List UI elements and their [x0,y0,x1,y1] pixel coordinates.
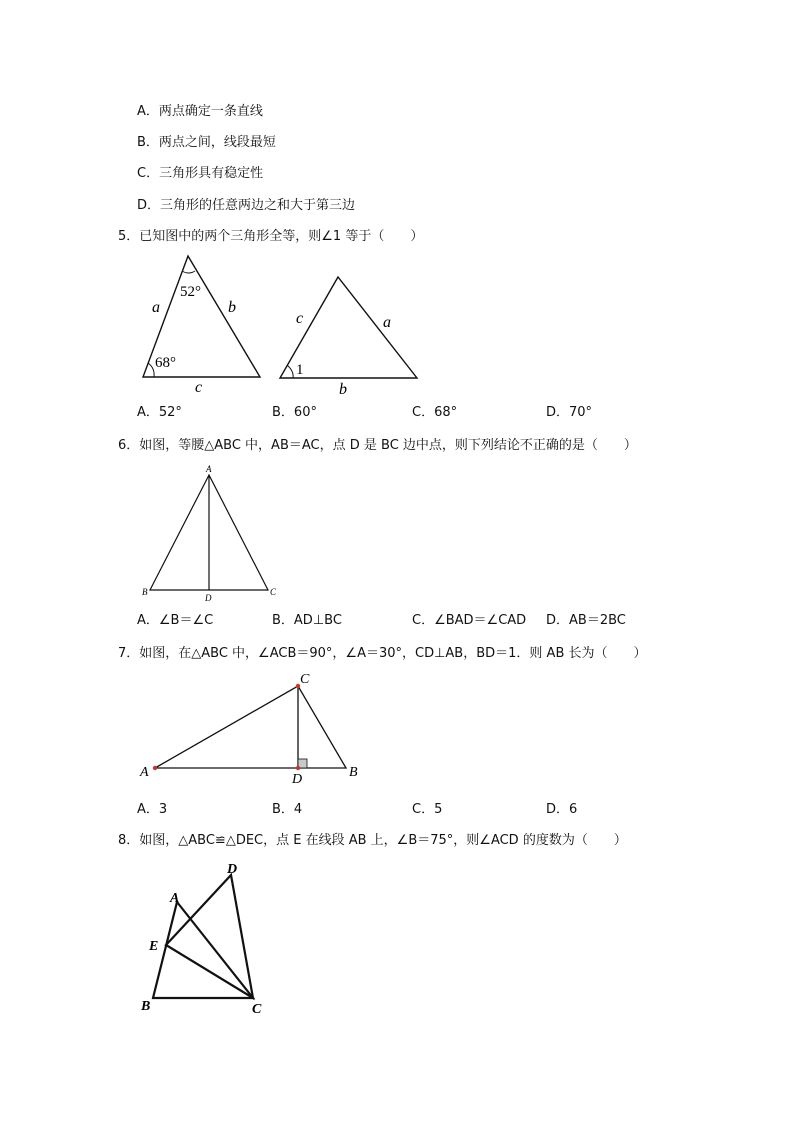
q7-label-a: A [140,765,149,780]
q8-label-d: D [227,862,238,877]
q7-option-a: A．3 [137,802,168,817]
q7-point-a [153,766,157,770]
q6-label-c: C [270,587,277,597]
q7-point-d [296,766,300,770]
q7-triangle [155,686,346,768]
q7-label-b: B [349,765,358,780]
q5-left-bottom-angle-arc [148,363,154,377]
q8-label-b: B [141,999,151,1014]
q7-label-c: C [300,672,310,687]
q5-left-top-angle-arc [182,271,195,273]
q7-figure [135,668,370,788]
q6-stem: 6．如图，等腰△ABC 中，AB＝AC，点 D 是 BC 边中点，则下列结论不正确的是（ ） [118,438,637,453]
q8-label-e: E [149,939,159,954]
q5-left-side-b: b [228,299,236,316]
q8-label-a: A [170,891,180,906]
q7-stem: 7．如图，在△ABC 中，∠ACB＝90°，∠A＝30°，CD⊥AB，BD＝1．则 AB 长为（ ） [118,646,647,661]
q6-option-d: D．AB＝2BC [546,613,626,628]
q5-left-bottom-angle: 68° [155,355,176,371]
q4-option-a: A．两点确定一条直线 [137,104,263,119]
q5-option-d: D．70° [546,405,593,420]
q4-option-d: D．三角形的任意两边之和大于第三边 [137,198,356,213]
q5-option-b: B．60° [272,405,317,420]
q8-stem: 8．如图，△ABC≌△DEC，点 E 在线段 AB 上，∠B＝75°，则∠ACD 的度数为（ ） [118,833,627,848]
q8-label-c: C [252,1002,262,1017]
q5-right-angle-1: 1 [296,362,304,378]
q5-left-side-c: c [195,379,203,396]
q4-option-b: B．两点之间，线段最短 [137,135,276,150]
q5-right-angle-arc [287,365,293,378]
q5-stem: 5．已知图中的两个三角形全等，则∠1 等于（ ） [118,229,424,244]
q5-figure-right [270,270,425,400]
q6-figure [140,462,280,602]
q6-option-c: C．∠BAD＝∠CAD [412,613,527,628]
q5-left-side-a: a [152,299,160,316]
q4-option-c: C．三角形具有稳定性 [137,166,264,181]
q7-option-d: D．6 [546,802,578,817]
q6-label-b: B [142,587,148,597]
q6-option-a: A．∠B＝∠C [137,613,214,628]
q5-right-side-c: c [296,310,304,327]
q5-right-side-b: b [339,381,347,398]
q5-option-c: C．68° [412,405,458,420]
q6-label-d: D [205,593,212,603]
q8-figure [135,855,285,1020]
q7-option-c: C．5 [412,802,443,817]
q5-left-top-angle: 52° [180,284,201,300]
q5-right-side-a: a [383,314,391,331]
q7-label-d: D [292,772,303,787]
q6-option-b: B．AD⊥BC [272,613,342,628]
q7-option-b: B．4 [272,802,303,817]
q6-label-a: A [206,464,212,474]
q5-figure-left [135,250,270,395]
q5-option-a: A．52° [137,405,182,420]
